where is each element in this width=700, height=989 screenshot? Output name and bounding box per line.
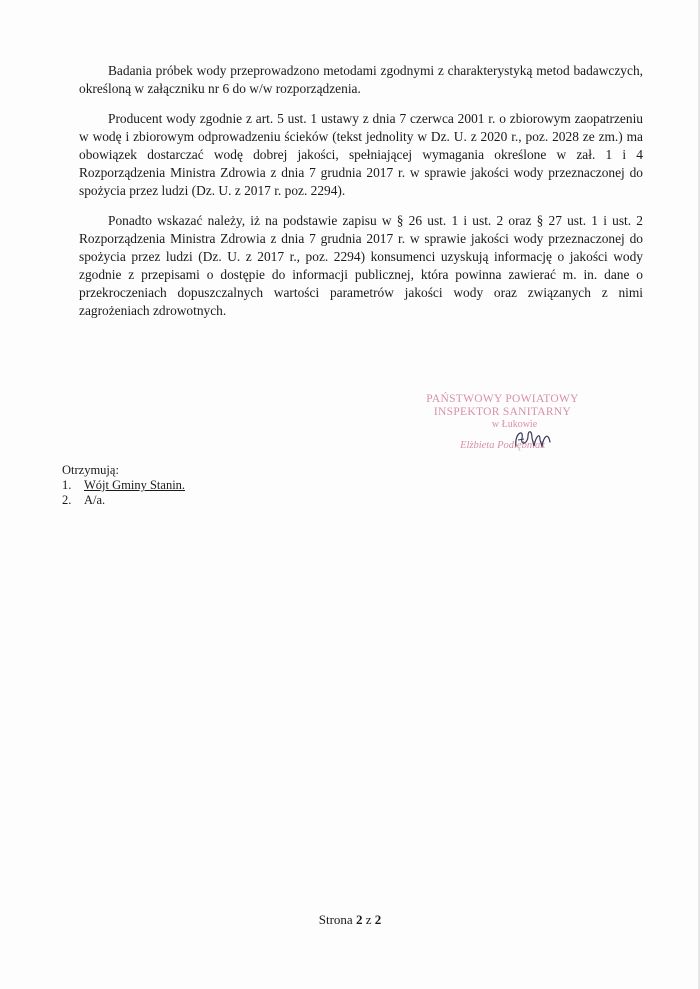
page-number-current: 2 — [355, 912, 363, 927]
stamp-signatory-name: Elżbieta Podlębniak — [460, 440, 545, 451]
paragraph-consumer-information: Ponadto wskazać należy, iż na podstawie zapisu w § 26 ust. 1 i ust. 2 oraz § 27 ust. 1 i ust. 2 Rozporządzenia Ministra Zdrowia z dnia 7 grudnia 2017 r. w sprawie jakości wody przeznaczonej do spożycia przez ludzi (Dz. U. z 2017 r., poz. 2294) konsumenci uzyskują informację o jakości wody zgodnie z przepisami o dostępie do informacji publicznej, która powinna zawierać m. in. dane o przekroczeniach dopuszczalnych wartości parametrów jakości wody oraz związanych z nimi zagrożeniach zdrowotnych. — [79, 213, 643, 318]
list-item-number: 2. — [62, 493, 72, 507]
page-number-total: 2 — [374, 912, 382, 927]
page-number-prefix: Strona — [318, 912, 353, 927]
page-number-separator: z — [365, 912, 372, 927]
paragraph-methods: Badania próbek wody przeprowadzono metodami zgodnymi z charakterystyką metod badawczych, określoną w załączniku nr 6 do w/w rozporządzenia. — [79, 63, 643, 96]
recipients-block — [62, 463, 185, 508]
recipients-heading: Otrzymują: — [62, 463, 119, 477]
page-number — [0, 912, 700, 928]
official-stamp — [410, 393, 595, 473]
stamp-line-title: INSPEKTOR SANITARNY — [433, 406, 572, 418]
recipients-list — [62, 478, 185, 508]
list-item-text: Wójt Gminy Stanin. — [84, 478, 186, 492]
paragraph-producer-obligation: Producent wody zgodnie z art. 5 ust. 1 ustawy z dnia 7 czerwca 2001 r. o zbiorowym zaopatrzeniu w wodę i zbiorowym odprowadzeniu ścieków (tekst jednolity w Dz. U. z 2020 r., poz. 2028 ze zm.) ma obowiązek dostarczać wodę dobrej jakości, spełniającej wymagania określone w zał. 1 i 4 Rozporządzenia Ministra Zdrowia z dnia 7 grudnia 2017 r. w sprawie jakości wody przeznaczonej do spożycia przez ludzi (Dz. U. z 2017 r. poz. 2294). — [79, 111, 643, 198]
list-item — [62, 478, 185, 493]
stamp-line-location: w Łukowie — [491, 419, 538, 430]
document-body — [79, 62, 643, 332]
list-item-number: 1. — [62, 478, 72, 492]
list-item-text: A/a. — [84, 493, 106, 507]
stamp-line-office: PAŃSTWOWY POWIATOWY — [426, 393, 579, 405]
handwritten-signature-icon — [510, 424, 554, 454]
list-item — [62, 493, 185, 508]
